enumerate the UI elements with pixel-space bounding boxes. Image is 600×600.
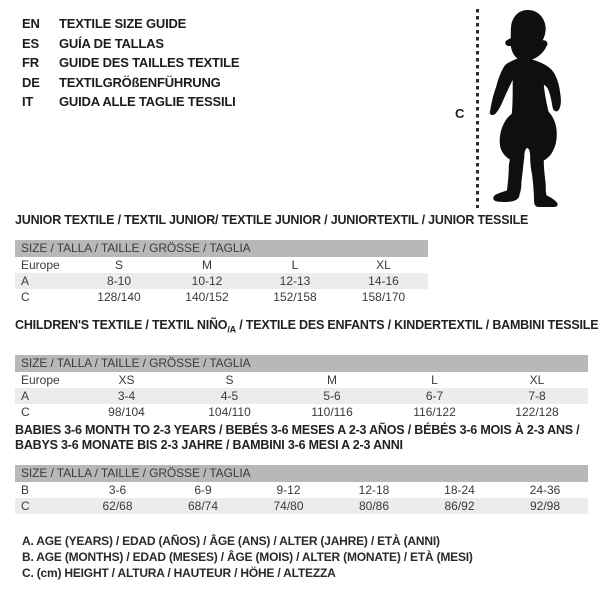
table-cell: 86/92 [444,499,475,513]
toddler-silhouette-icon [487,9,585,209]
table-row-height [15,404,588,420]
table-cell: 14-16 [368,274,399,288]
table-cell: 74/80 [273,499,304,513]
table-cell: XL [376,258,391,272]
table-row-height [15,289,428,305]
row-label: C [21,404,30,419]
language-code: IT [22,94,34,109]
table-row-age [15,388,588,404]
title-subscript: /A [227,324,236,335]
children-textile-section [15,318,599,420]
table-cell: 4-5 [220,388,239,403]
junior-section-title: JUNIOR TEXTILE / TEXTIL JUNIOR/ TEXTILE JUNIOR / JUNIORTEXTIL / JUNIOR TESSILE [15,213,529,227]
babies-section-title-line1: BABIES 3-6 MONTH TO 2-3 YEARS / BEBÉS 3-6 MESES A 2-3 AÑOS / BÉBÉS 3-6 MOIS À 2-3 ANS / [15,423,580,437]
table-row-age-months [15,482,588,498]
table-cell: 62/68 [102,499,133,513]
language-code: FR [22,55,39,70]
children-size-header: SIZE / TALLA / TAILLE / GRÖSSE / TAGLIA [15,355,588,372]
language-row [22,92,239,112]
row-label: C [21,290,30,304]
table-row-europe [15,372,588,388]
language-row [22,34,239,54]
junior-textile-section [15,213,529,305]
height-dashed-line [476,9,479,208]
table-cell: 128/140 [97,290,141,304]
title-text: CHILDREN'S TEXTILE / TEXTIL NIÑO [15,318,228,332]
table-cell: XL [529,372,545,387]
language-code: DE [22,74,40,90]
table-cell: 6-7 [425,388,444,403]
table-cell: 122/128 [515,404,559,419]
language-code: ES [22,35,39,51]
language-title-list [22,14,239,112]
babies-section-title-line2: BABYS 3-6 MONATE BIS 2-3 JAHRE / BAMBINI 3-6 MESI A 2-3 ANNI [15,438,403,452]
table-cell: 10-12 [191,274,223,288]
table-cell: 104/110 [208,404,251,419]
junior-size-table [15,257,428,305]
row-label: B [21,483,30,497]
table-cell: 140/152 [185,290,229,304]
footnote-a: A. AGE (YEARS) / EDAD (AÑOS) / ÂGE (ANS) / ALTER (JAHRE) / ETÀ (ANNI) [22,534,440,548]
table-cell: XS [118,372,135,387]
row-label: C [21,499,30,513]
row-label: A [21,388,30,403]
language-title: TEXTILGRÖßENFÜHRUNG [59,74,221,90]
table-cell: 116/122 [413,404,456,419]
language-title: GUIDA ALLE TAGLIE TESSILI [59,94,236,109]
table-cell: 110/116 [311,404,353,419]
table-cell: 98/104 [108,404,145,419]
table-cell: 152/158 [273,290,317,304]
table-row-height [15,498,588,514]
footnote-c: C. (cm) HEIGHT / ALTURA / HAUTEUR / HÖHE / ALTEZZA [22,566,336,580]
table-cell: 18-24 [444,483,475,497]
babies-size-table [15,482,588,514]
row-label: A [21,274,30,288]
language-code: EN [22,16,40,31]
children-section-title [15,318,599,338]
footnote-b: B. AGE (MONTHS) / EDAD (MESES) / ÂGE (MOIS) / ALTER (MONATE) / ETÀ (MESI) [22,550,473,564]
language-row [22,14,239,34]
table-cell: L [291,258,299,272]
table-cell: 80/86 [358,499,390,513]
language-row [22,53,239,73]
table-cell: 12-13 [279,274,311,288]
table-cell: 24-36 [529,483,561,497]
table-cell: M [327,372,337,387]
table-cell: L [431,372,438,387]
row-label: Europe [21,372,60,387]
table-cell: 3-6 [108,483,127,497]
table-cell: S [114,258,123,272]
table-cell: 3-4 [117,388,136,403]
junior-size-header: SIZE / TALLA / TAILLE / GRÖSSE / TAGLIA [15,240,428,257]
babies-size-header: SIZE / TALLA / TAILLE / GRÖSSE / TAGLIA [15,465,588,482]
table-cell: M [202,258,212,272]
row-label: Europe [21,258,60,272]
table-cell: 158/170 [361,290,406,304]
footnotes [22,533,473,581]
children-size-table [15,372,588,420]
babies-textile-section [15,423,588,514]
title-text: / TEXTILE DES ENFANTS / KINDERTEXTIL / BAMBINI TESSILE [235,318,599,332]
language-title: GUÍA DE TALLAS [59,35,164,51]
table-cell: 8-10 [106,274,132,288]
table-cell: S [225,372,234,387]
language-title: GUIDE DES TAILLES TEXTILE [59,55,240,70]
table-row-europe [15,257,428,273]
table-cell: 5-6 [323,388,341,403]
table-cell: 6-9 [194,483,212,497]
table-cell: 9-12 [276,483,301,497]
table-cell: 92/98 [529,499,561,513]
language-row [22,73,239,93]
table-cell: 12-18 [358,483,390,497]
height-measure-label: C [455,106,465,121]
table-cell: 68/74 [187,499,219,513]
table-row-age [15,273,428,289]
language-title: TEXTILE SIZE GUIDE [59,16,187,31]
table-cell: 7-8 [528,388,546,403]
